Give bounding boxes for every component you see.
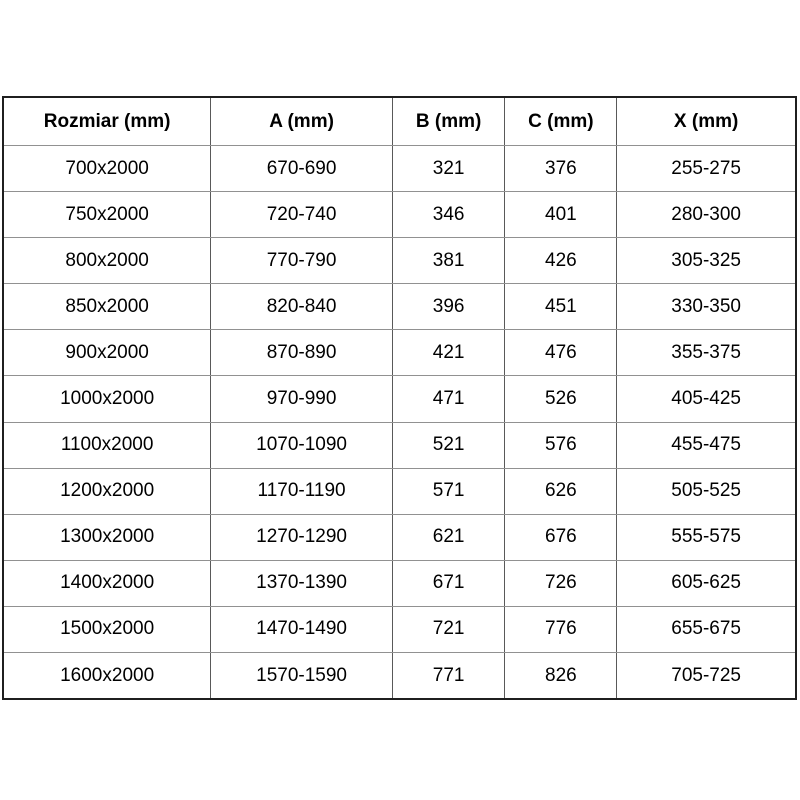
table-cell: 405-425 <box>617 376 796 422</box>
table-cell: 505-525 <box>617 468 796 514</box>
table-cell: 970-990 <box>211 376 393 422</box>
table-cell: 870-890 <box>211 330 393 376</box>
table-body <box>3 146 796 700</box>
column-header-rozmiar: Rozmiar (mm) <box>3 97 211 146</box>
column-header-b: B (mm) <box>392 97 505 146</box>
table-cell: 705-725 <box>617 653 796 700</box>
table-cell: 330-350 <box>617 284 796 330</box>
table-cell: 721 <box>392 606 505 652</box>
table-cell: 396 <box>392 284 505 330</box>
table-cell: 455-475 <box>617 422 796 468</box>
table-row <box>3 468 796 514</box>
table-row <box>3 422 796 468</box>
table-cell: 426 <box>505 238 617 284</box>
table-cell: 471 <box>392 376 505 422</box>
table-cell: 900x2000 <box>3 330 211 376</box>
table-cell: 700x2000 <box>3 146 211 192</box>
table-cell: 1070-1090 <box>211 422 393 468</box>
table-cell: 1400x2000 <box>3 560 211 606</box>
table-cell: 1600x2000 <box>3 653 211 700</box>
table-cell: 376 <box>505 146 617 192</box>
column-header-x: X (mm) <box>617 97 796 146</box>
table-cell: 1370-1390 <box>211 560 393 606</box>
table-cell: 280-300 <box>617 192 796 238</box>
column-header-a: A (mm) <box>211 97 393 146</box>
table-cell: 321 <box>392 146 505 192</box>
table-cell: 1470-1490 <box>211 606 393 652</box>
table-cell: 1100x2000 <box>3 422 211 468</box>
table-cell: 800x2000 <box>3 238 211 284</box>
table-row <box>3 330 796 376</box>
table-row <box>3 376 796 422</box>
table-cell: 605-625 <box>617 560 796 606</box>
table-cell: 671 <box>392 560 505 606</box>
table-cell: 1270-1290 <box>211 514 393 560</box>
table-row <box>3 284 796 330</box>
table-cell: 626 <box>505 468 617 514</box>
table-cell: 1300x2000 <box>3 514 211 560</box>
table-cell: 451 <box>505 284 617 330</box>
table-cell: 576 <box>505 422 617 468</box>
table-cell: 521 <box>392 422 505 468</box>
table-cell: 1200x2000 <box>3 468 211 514</box>
table-cell: 1170-1190 <box>211 468 393 514</box>
table-cell: 621 <box>392 514 505 560</box>
table-cell: 1000x2000 <box>3 376 211 422</box>
table-row <box>3 238 796 284</box>
table-cell: 776 <box>505 606 617 652</box>
table-cell: 720-740 <box>211 192 393 238</box>
table-row <box>3 192 796 238</box>
table-row <box>3 560 796 606</box>
column-header-c: C (mm) <box>505 97 617 146</box>
table-row <box>3 514 796 560</box>
table-cell: 355-375 <box>617 330 796 376</box>
table-cell: 850x2000 <box>3 284 211 330</box>
table-cell: 526 <box>505 376 617 422</box>
table-cell: 346 <box>392 192 505 238</box>
table-cell: 305-325 <box>617 238 796 284</box>
table-cell: 381 <box>392 238 505 284</box>
table-cell: 726 <box>505 560 617 606</box>
table-row <box>3 146 796 192</box>
table-cell: 770-790 <box>211 238 393 284</box>
table-cell: 771 <box>392 653 505 700</box>
table-row <box>3 653 796 700</box>
table-cell: 1500x2000 <box>3 606 211 652</box>
size-table <box>2 96 797 700</box>
table-cell: 1570-1590 <box>211 653 393 700</box>
table-cell: 476 <box>505 330 617 376</box>
table-cell: 555-575 <box>617 514 796 560</box>
table-cell: 655-675 <box>617 606 796 652</box>
table-cell: 750x2000 <box>3 192 211 238</box>
size-table-container <box>2 96 797 700</box>
table-row <box>3 606 796 652</box>
table-cell: 820-840 <box>211 284 393 330</box>
table-header-row <box>3 97 796 146</box>
table-cell: 676 <box>505 514 617 560</box>
table-cell: 401 <box>505 192 617 238</box>
table-header <box>3 97 796 146</box>
table-cell: 826 <box>505 653 617 700</box>
table-cell: 571 <box>392 468 505 514</box>
table-cell: 421 <box>392 330 505 376</box>
table-cell: 255-275 <box>617 146 796 192</box>
table-cell: 670-690 <box>211 146 393 192</box>
